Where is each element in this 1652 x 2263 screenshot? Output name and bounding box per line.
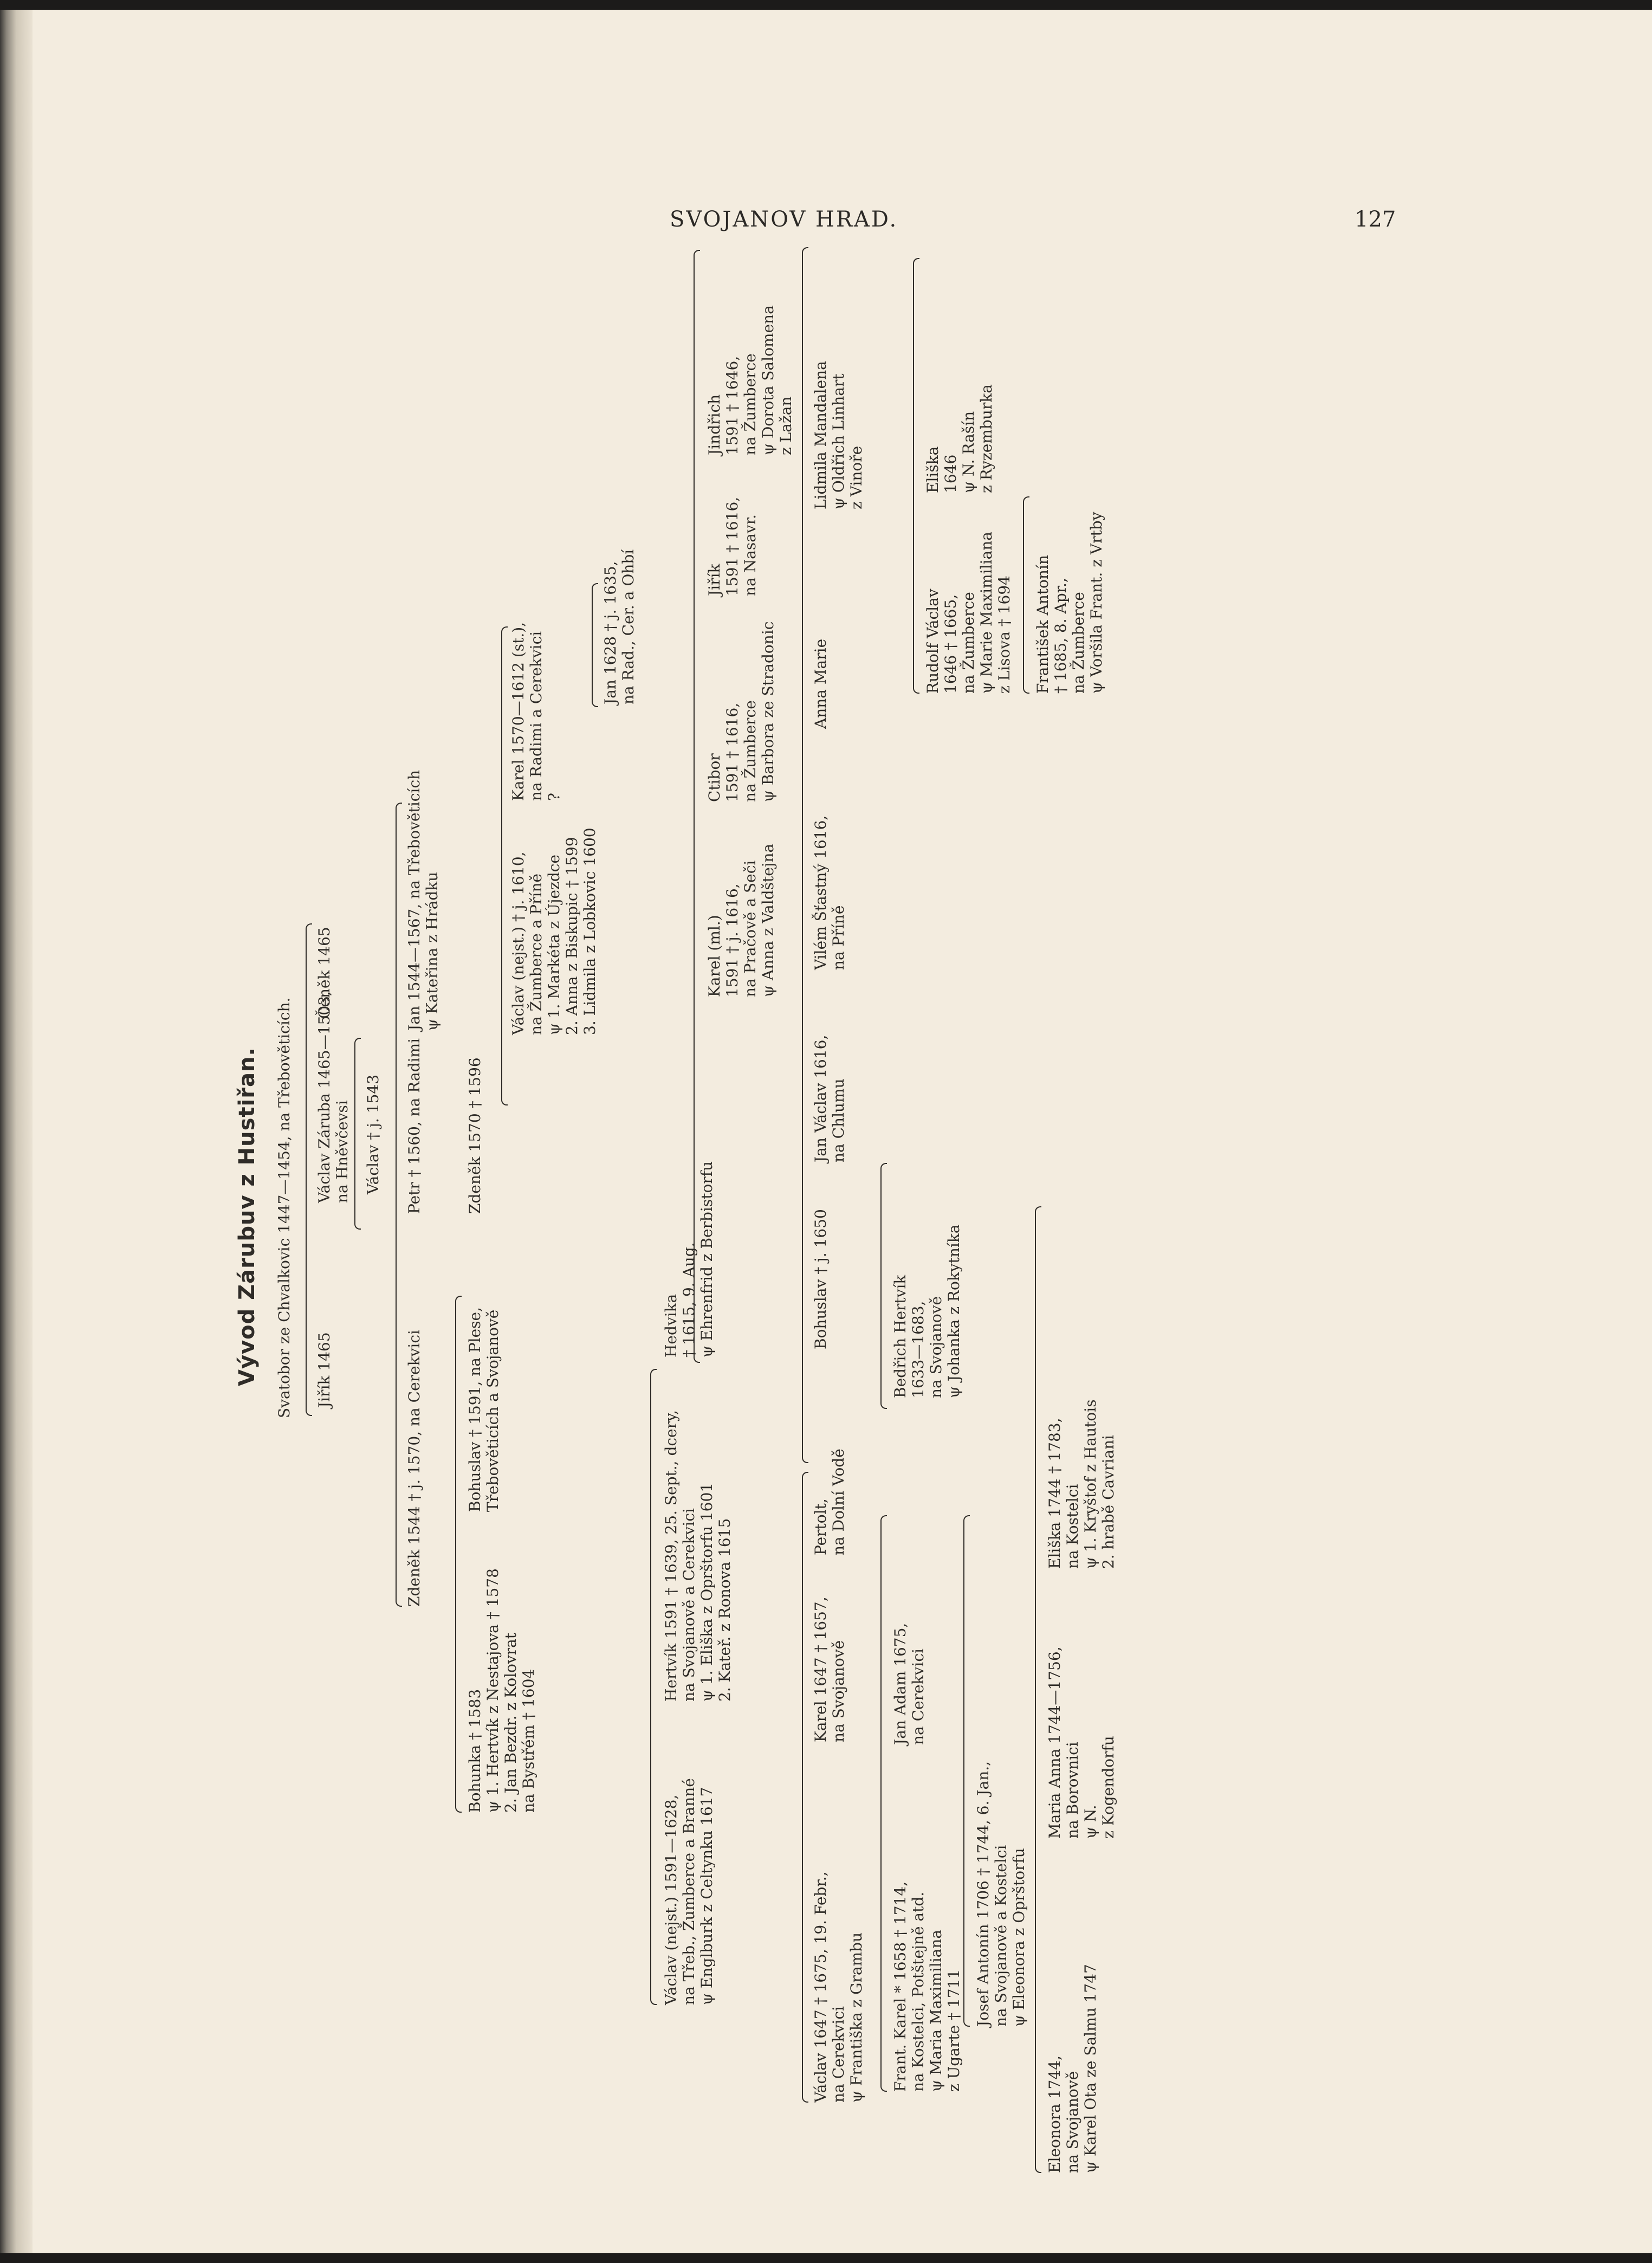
- person-karel-1647: Karel 1647 † 1657, na Svojanově: [812, 1596, 847, 1742]
- person-maria-anna: Maria Anna 1744—1756, na Borovnici ψ N. z Kogendorfu: [1046, 1646, 1117, 1839]
- person-ctibor: Ctibor 1591 † 1616, na Žumberce ψ Barbora ze Stradonic: [705, 621, 777, 802]
- person-frant-karel: Frant. Karel * 1658 † 1714, na Kostelci, Potštejně atd. ψ Maria Maximiliana z Ugarte † 1711: [891, 1881, 963, 2092]
- person-anna-marie: Anna Marie: [812, 638, 830, 729]
- person-petr-1560: Petr † 1560, na Radimi: [405, 1038, 423, 1214]
- bracket-gen4-zdenek: [455, 1296, 462, 1813]
- person-vaclav-nejst: Václav (nejst.) † j. 1610, na Žumberce a Příně ψ 1. Markéta z Újezdce 2. Anna z Biskupic † 1599 3. Lidmila z Lobkovic 1600: [509, 827, 599, 1035]
- bracket-gen1: [306, 923, 312, 1416]
- person-eleonora: Eleonora 1744, na Svojanově ψ Karel Ota ze Salmu 1747: [1046, 1964, 1099, 2173]
- person-jan-1544: Jan 1544—1567, na Třebověticích ψ Kateřina z Hrádku: [405, 770, 441, 1031]
- person-karel-ml: Karel (ml.) 1591 † j. 1616, na Pračově a Seči ψ Anna z Valdštejna: [705, 843, 777, 997]
- person-jan-adam: Jan Adam 1675, na Cerekvici: [891, 1622, 927, 1745]
- person-vaclav-1543: Václav † j. 1543: [364, 1074, 382, 1194]
- bracket-gen7-bohuslav: [880, 1163, 887, 1409]
- person-zdenek-1544: Zdeněk 1544 † j. 1570, na Cerekvici: [405, 1330, 423, 1607]
- person-rudolf-vaclav: Rudolf Václav 1646 † 1665, na Žumberce ψ Marie Maximiliana z Lisova † 1694: [924, 532, 1013, 694]
- person-eliska-1744: Eliška 1744 † 1783, na Kostelci ψ 1. Kryštof z Hautois 2. hrabě Cavriani: [1046, 1399, 1117, 1569]
- person-jirik-1465: Jiřík 1465: [315, 1332, 333, 1408]
- bracket-gen6-hertvik: [802, 1472, 808, 2103]
- person-bohunka: Bohunka † 1583 ψ 1. Hertvík z Nestajova † 1578 2. Jan Bezdr. z Kolovrat na Bystřém † 1604: [466, 1568, 537, 1813]
- person-vaclav-zaruba: Václav Záruba 1465—1503, na Hněvčevsi: [315, 991, 351, 1203]
- person-vaclav-1591: Václav (nejst.) 1591—1628, na Třeb., Žumberce a Branné ψ Englburk z Celtynku 1617: [662, 1778, 716, 2005]
- person-frantisek-antonin: František Antonín † 1685, 8. Apr., na Žumberce ψ Voršila Frant. z Vrtby: [1034, 512, 1105, 694]
- bracket-gen7-rudolf: [1023, 496, 1029, 694]
- person-eliska-1646: Eliška 1646 ψ N. Rašín z Ryzemburka: [924, 384, 995, 493]
- genealogy-table: [235, 293, 1593, 2173]
- book-gutter: [0, 10, 33, 2253]
- person-karel-1570: Karel 1570—1612 (st.), na Radimi a Cerekvici ?: [509, 622, 563, 801]
- bracket-gen6-jindrich: [913, 258, 919, 694]
- person-josef-antonin: Josef Antonín 1706 † 1744, 6. Jan., na Svojanově a Kostelci ψ Eleonora z Oprštorfu: [974, 1761, 1028, 2027]
- person-bohuslav-1650: Bohuslav † j. 1650: [812, 1209, 830, 1349]
- bracket-gen5-bohuslav: [650, 1369, 657, 2005]
- bracket-gen7-vaclav: [880, 1515, 887, 2092]
- bracket-gen3: [396, 803, 402, 1607]
- bracket-gen2: [354, 1038, 361, 1230]
- table-title: Vývod Zárubuv z Hustiřan.: [235, 1047, 260, 1386]
- person-hedvika: Hedvika † 1615, 9. Aug. ψ Ehrenfrid z Berbistorfu: [662, 1161, 716, 1357]
- running-head: SVOJANOV HRAD.: [670, 207, 898, 232]
- person-hertvik-1591: Hertvík 1591 † 1639, 25. Sept., dcery, na Svojanově a Cerekvici ψ 1. Eliška z Oprštorfu 1601 2. Kateř. z Ronova 1615: [662, 1409, 734, 1702]
- person-jan-1628: Jan 1628 † j. 1635, na Rad., Cer. a Ohbí: [601, 549, 637, 704]
- person-bedrich-hertvik: Bedřich Hertvík 1633—1683, na Svojanově ψ Johanka z Rokytníka: [891, 1224, 963, 1398]
- bracket-gen4-jan: [501, 626, 508, 1105]
- person-vilem: Vilém Šťastný 1616, na Příně: [812, 815, 847, 970]
- bracket-gen8: [963, 1515, 970, 2027]
- person-vaclav-1647: Václav 1647 † 1675, 19. Febr., na Cerekvici ψ Františka z Grambu: [812, 1871, 865, 2103]
- person-jirik-1591: Jiřík 1591 † 1616, na Nasavr.: [705, 496, 759, 596]
- person-lidmila: Lidmila Mandalena ψ Oldřich Linhart z Vinoře: [812, 361, 865, 509]
- person-jan-vaclav: Jan Václav 1616, na Chlumu: [812, 1034, 847, 1162]
- bracket-gen9: [1035, 1206, 1041, 2173]
- person-zdenek-1570: Zdeněk 1570 † 1596: [466, 1057, 484, 1214]
- person-jindrich: Jindřich 1591 † 1646, na Žumberce ψ Dorota Salomena z Lažan: [705, 305, 795, 455]
- root-ancestor: Svatobor ze Chvalkovic 1447—1454, na Třebověticích.: [275, 997, 293, 1418]
- person-pertolt: Pertolt, na Dolní Vodě: [812, 1449, 847, 1555]
- person-bohuslav-1591: Bohuslav † 1591, na Plese, Třebověticích a Svojanově: [466, 1307, 502, 1512]
- page-number: 127: [1355, 207, 1396, 232]
- bracket-gen5-karel: [592, 583, 598, 707]
- person-cenek-1465: Čeněk 1465: [315, 927, 333, 1019]
- bracket-gen6-hertvik2: [802, 247, 808, 1463]
